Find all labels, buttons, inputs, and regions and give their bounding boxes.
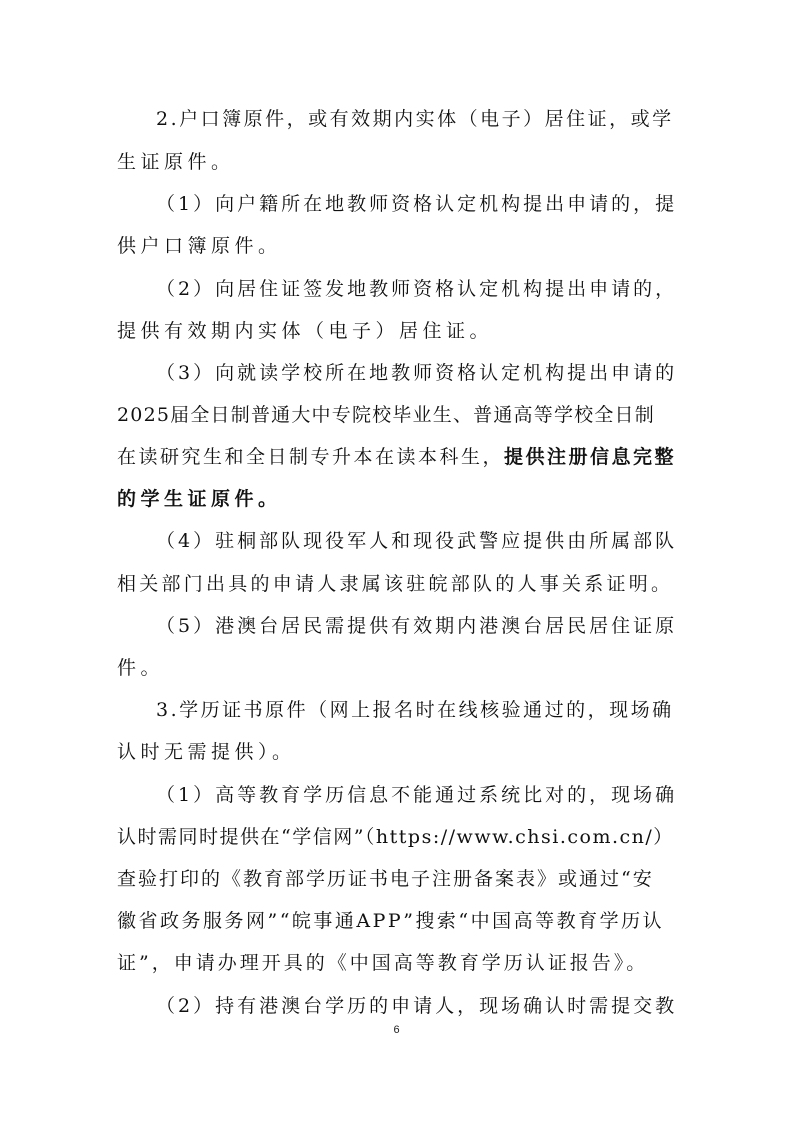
paragraph-line: 提供有效期内实体（电子）居住证。 — [117, 320, 494, 342]
paragraph-line: 2025届全日制普通大中专院校毕业生、普通高等学校全日制 — [117, 404, 655, 426]
paragraph-line: 3.学历证书原件（网上报名时在线核验通过的，现场确 — [156, 699, 674, 721]
paragraph-line: （2）持有港澳台学历的申请人，现场确认时需提交教 — [156, 995, 678, 1017]
paragraph-text: 在读研究生和全日制专升本在读本科生， — [117, 446, 505, 468]
paragraph-line: （3）向就读学校所在地教师资格认定机构提出申请的 — [156, 362, 678, 384]
paragraph-line: 徽省政务服务网”“皖事通APP”搜索“中国高等教育学历认 — [117, 910, 665, 932]
paragraph-line: 供户口簿原件。 — [117, 235, 282, 257]
emphasis-text: 的学生证原件。 — [117, 488, 282, 510]
paragraph-line: （2）向居住证签发地教师资格认定机构提出申请的， — [156, 278, 678, 300]
emphasis-text: 提供注册信息完整 — [504, 446, 677, 468]
paragraph-line: （1）高等教育学历信息不能通过系统比对的，现场确 — [156, 784, 678, 806]
paragraph-line: 认时需同时提供在“学信网”（https://www.chsi.com.cn/） — [117, 826, 674, 848]
paragraph-line — [117, 444, 677, 470]
page-number: 6 — [393, 1024, 400, 1036]
paragraph-line: 生证原件。 — [117, 151, 235, 173]
paragraph-line: 认时无需提供）。 — [117, 741, 296, 763]
paragraph-line — [117, 486, 677, 512]
paragraph-line: （5）港澳台居民需提供有效期内港澳台居民居住证原 — [156, 615, 678, 637]
paragraph-line: 2.户口簿原件，或有效期内实体（电子）居住证，或学 — [156, 108, 674, 130]
paragraph-line: （4）驻桐部队现役军人和现役武警应提供由所属部队 — [156, 530, 678, 552]
paragraph-line: 相关部门出具的申请人隶属该驻皖部队的人事关系证明。 — [117, 573, 674, 595]
paragraph-line: 查验打印的《教育部学历证书电子注册备案表》或通过“安 — [117, 868, 654, 890]
paragraph-line: 证”，申请办理开具的《中国高等教育学历认证报告》。 — [117, 952, 649, 974]
paragraph-line: 件。 — [117, 657, 165, 679]
paragraph-line: （1）向户籍所在地教师资格认定机构提出申请的，提 — [156, 193, 678, 215]
